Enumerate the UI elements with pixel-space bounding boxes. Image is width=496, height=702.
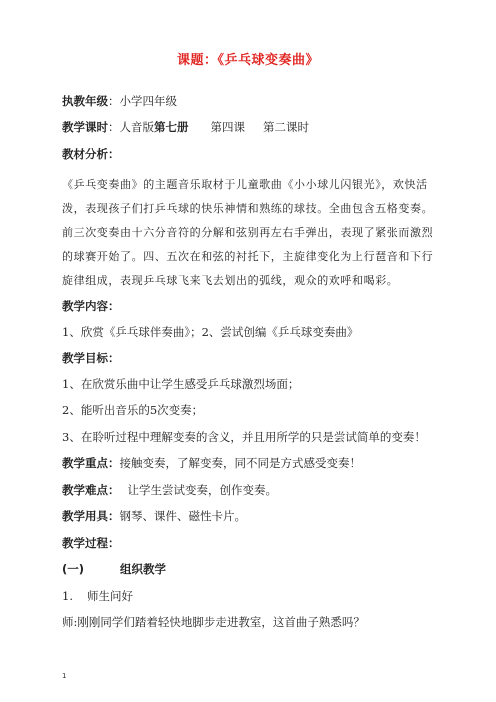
grade-row <box>62 93 177 109</box>
key-points-label: 教学重点： <box>62 456 120 470</box>
section-title: 组织教学 <box>120 562 167 576</box>
period-lesson: 第四课 <box>210 120 245 134</box>
section-number: (一) <box>62 562 85 576</box>
goal-item: 1、在欣赏乐曲中让学生感受乒乓球激烈场面； <box>62 377 300 391</box>
step-title: 师生问好 <box>86 589 133 603</box>
period-row <box>62 119 309 135</box>
step-heading <box>62 588 133 604</box>
page-title: 课题：《乒乓球变奏曲》 <box>176 53 319 68</box>
tools-text: 钢琴、课件、磁性卡片。 <box>119 509 246 523</box>
difficulty-text: 让学生尝试变奏，创作变奏。 <box>127 483 277 497</box>
analysis-label: 教材分析： <box>62 147 120 161</box>
analysis-paragraph <box>62 173 434 293</box>
difficulty-label: 教学难点： <box>62 483 120 497</box>
period-hour: 第二课时 <box>263 120 309 134</box>
grade-value: ：小学四年级 <box>108 94 177 108</box>
period-prefix: ：人音版 <box>108 120 154 134</box>
dialog-text: 师:刚刚同学们踏着轻快地脚步走进教室，这首曲子熟悉吗？ <box>62 615 365 629</box>
key-points-text: 接触变奏，了解变奏，同不同是方式感受变奏！ <box>119 456 361 470</box>
analysis-line: 旋律组成，表现乒乓球飞来飞去划出的弧线，观众的欢呼和喝彩。 <box>62 274 399 287</box>
key-points-row <box>62 455 361 471</box>
content-text: 1、欣赏《乒乓球伴奏曲》；2、尝试创编《乒乓球变奏曲》 <box>62 325 359 339</box>
difficulty-row <box>62 482 277 498</box>
goals-label: 教学目标： <box>62 351 120 365</box>
period-label: 教学课时 <box>62 120 108 134</box>
grade-label: 执教年级 <box>62 94 108 108</box>
tools-row <box>62 508 246 524</box>
period-book: 第七册 <box>154 120 189 134</box>
tools-label: 教学用具： <box>62 509 120 523</box>
goal-item: 2、能听出音乐的5次变奏； <box>62 403 204 417</box>
goal-item: 3、在聆听过程中理解变奏的含义，并且用所学的只是尝试简单的变奏！ <box>62 430 426 444</box>
analysis-line: 前三次变奏由十六分音符的分解和弦别再左右手弹出，表现了紧张而激烈 <box>62 226 434 239</box>
analysis-line: 《乒乓变奏曲》的主题音乐取材于儿童歌曲《小小球儿闪银光》，欢快活 <box>62 178 428 191</box>
section-heading <box>62 561 166 577</box>
step-number: 1. <box>62 589 73 603</box>
process-label: 教学过程： <box>62 536 120 550</box>
content-label: 教学内容： <box>62 299 120 313</box>
analysis-line: 泼，表现孩子们打乒乓球的快乐神情和熟练的球技。全曲包含五格变奏。 <box>62 202 434 215</box>
analysis-line: 的球赛开始了。四、五次在和弦的衬托下，主旋律变化为上行琶音和下行 <box>62 250 434 263</box>
page-number: 1 <box>62 672 67 680</box>
